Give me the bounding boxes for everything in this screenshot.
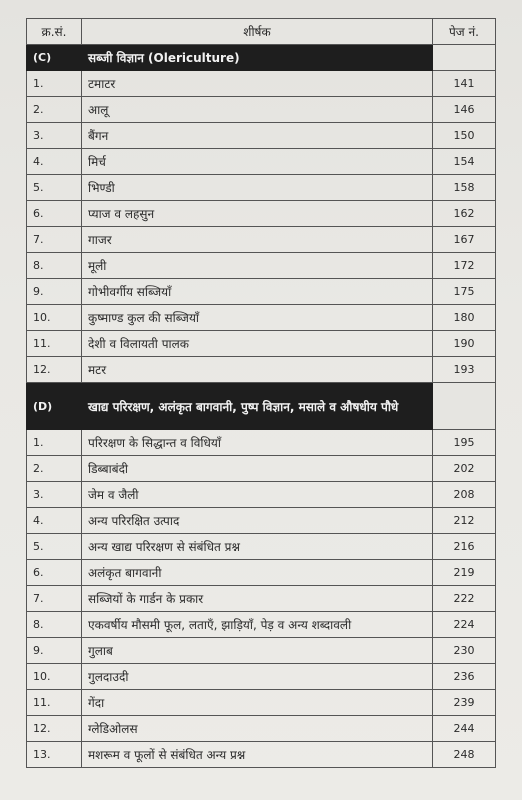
row-title: गेंदा [82, 690, 433, 716]
table-row [27, 357, 496, 383]
section-title: खाद्य परिरक्षण, अलंकृत बागवानी, पुष्प विज्ञान, मसाले व औषधीय पौधे [82, 383, 433, 430]
row-page-number: 236 [433, 664, 496, 690]
table-row [27, 560, 496, 586]
table-row [27, 227, 496, 253]
row-serial-number: 10. [27, 305, 82, 331]
row-serial-number: 3. [27, 482, 82, 508]
row-title: अन्य खाद्य परिरक्षण से संबंधित प्रश्न [82, 534, 433, 560]
row-serial-number: 12. [27, 357, 82, 383]
row-serial-number: 4. [27, 508, 82, 534]
row-page-number: 219 [433, 560, 496, 586]
row-page-number: 150 [433, 123, 496, 149]
row-serial-number: 5. [27, 534, 82, 560]
row-serial-number: 8. [27, 612, 82, 638]
section-code: (D) [27, 383, 82, 430]
row-title: मिर्च [82, 149, 433, 175]
row-title: एकवर्षीय मौसमी फूल, लताएँ, झाड़ियाँ, पेड़ व अन्य शब्दावली [82, 612, 433, 638]
table-row [27, 586, 496, 612]
row-title: प्याज व लहसुन [82, 201, 433, 227]
table-row [27, 97, 496, 123]
row-title: मूली [82, 253, 433, 279]
row-title: अलंकृत बागवानी [82, 560, 433, 586]
row-serial-number: 13. [27, 742, 82, 768]
row-page-number: 248 [433, 742, 496, 768]
row-serial-number: 7. [27, 586, 82, 612]
row-page-number: 224 [433, 612, 496, 638]
table-row [27, 638, 496, 664]
row-title: देशी व विलायती पालक [82, 331, 433, 357]
table-row [27, 612, 496, 638]
table-row [27, 534, 496, 560]
row-title: डिब्बाबंदी [82, 456, 433, 482]
table-row [27, 742, 496, 768]
row-serial-number: 9. [27, 638, 82, 664]
row-page-number: 141 [433, 71, 496, 97]
row-serial-number: 5. [27, 175, 82, 201]
row-serial-number: 9. [27, 279, 82, 305]
table-row [27, 201, 496, 227]
section-page-cell [433, 383, 496, 430]
row-page-number: 195 [433, 430, 496, 456]
row-title: परिरक्षण के सिद्धान्त व विधियाँ [82, 430, 433, 456]
table-row [27, 71, 496, 97]
row-title: ग्लेडिओलस [82, 716, 433, 742]
row-title: अन्य परिरक्षित उत्पाद [82, 508, 433, 534]
row-page-number: 230 [433, 638, 496, 664]
row-serial-number: 2. [27, 97, 82, 123]
row-title: टमाटर [82, 71, 433, 97]
table-row [27, 456, 496, 482]
row-page-number: 193 [433, 357, 496, 383]
row-serial-number: 7. [27, 227, 82, 253]
row-page-number: 244 [433, 716, 496, 742]
row-serial-number: 11. [27, 690, 82, 716]
row-title: गाजर [82, 227, 433, 253]
row-title: गुलाब [82, 638, 433, 664]
table-row [27, 430, 496, 456]
row-serial-number: 4. [27, 149, 82, 175]
row-serial-number: 6. [27, 201, 82, 227]
row-title: बैंगन [82, 123, 433, 149]
table-row [27, 149, 496, 175]
header-title: शीर्षक [82, 19, 433, 45]
row-page-number: 180 [433, 305, 496, 331]
table-row [27, 123, 496, 149]
table-row [27, 305, 496, 331]
row-title: कुष्माण्ड कुल की सब्जियाँ [82, 305, 433, 331]
row-serial-number: 6. [27, 560, 82, 586]
row-page-number: 146 [433, 97, 496, 123]
row-page-number: 212 [433, 508, 496, 534]
row-serial-number: 1. [27, 71, 82, 97]
row-serial-number: 11. [27, 331, 82, 357]
row-serial-number: 2. [27, 456, 82, 482]
header-serial-number: क्र.सं. [27, 19, 82, 45]
row-page-number: 222 [433, 586, 496, 612]
row-title: मशरूम व फूलों से संबंधित अन्य प्रश्न [82, 742, 433, 768]
contents-table [26, 18, 496, 768]
row-page-number: 154 [433, 149, 496, 175]
row-serial-number: 12. [27, 716, 82, 742]
table-row [27, 716, 496, 742]
section-title: सब्जी विज्ञान (Olericulture) [82, 45, 433, 71]
row-serial-number: 8. [27, 253, 82, 279]
row-serial-number: 10. [27, 664, 82, 690]
row-title: मटर [82, 357, 433, 383]
row-page-number: 202 [433, 456, 496, 482]
row-serial-number: 3. [27, 123, 82, 149]
row-title: गुलदाउदी [82, 664, 433, 690]
row-page-number: 208 [433, 482, 496, 508]
row-title: जेम व जैली [82, 482, 433, 508]
table-header-row [27, 19, 496, 45]
row-page-number: 158 [433, 175, 496, 201]
contents-body [27, 45, 496, 768]
table-row [27, 279, 496, 305]
table-row [27, 253, 496, 279]
section-header-row [27, 45, 496, 71]
row-serial-number: 1. [27, 430, 82, 456]
section-code: (C) [27, 45, 82, 71]
section-page-cell [433, 45, 496, 71]
table-row [27, 331, 496, 357]
row-page-number: 190 [433, 331, 496, 357]
row-page-number: 239 [433, 690, 496, 716]
row-page-number: 167 [433, 227, 496, 253]
row-title: आलू [82, 97, 433, 123]
row-page-number: 175 [433, 279, 496, 305]
header-page-number: पेज नं. [433, 19, 496, 45]
row-page-number: 172 [433, 253, 496, 279]
row-title: सब्जियों के गार्डन के प्रकार [82, 586, 433, 612]
table-row [27, 664, 496, 690]
row-page-number: 162 [433, 201, 496, 227]
row-title: भिण्डी [82, 175, 433, 201]
table-row [27, 690, 496, 716]
row-page-number: 216 [433, 534, 496, 560]
row-title: गोभीवर्गीय सब्जियाँ [82, 279, 433, 305]
table-row [27, 508, 496, 534]
section-header-row [27, 383, 496, 430]
table-row [27, 482, 496, 508]
table-row [27, 175, 496, 201]
